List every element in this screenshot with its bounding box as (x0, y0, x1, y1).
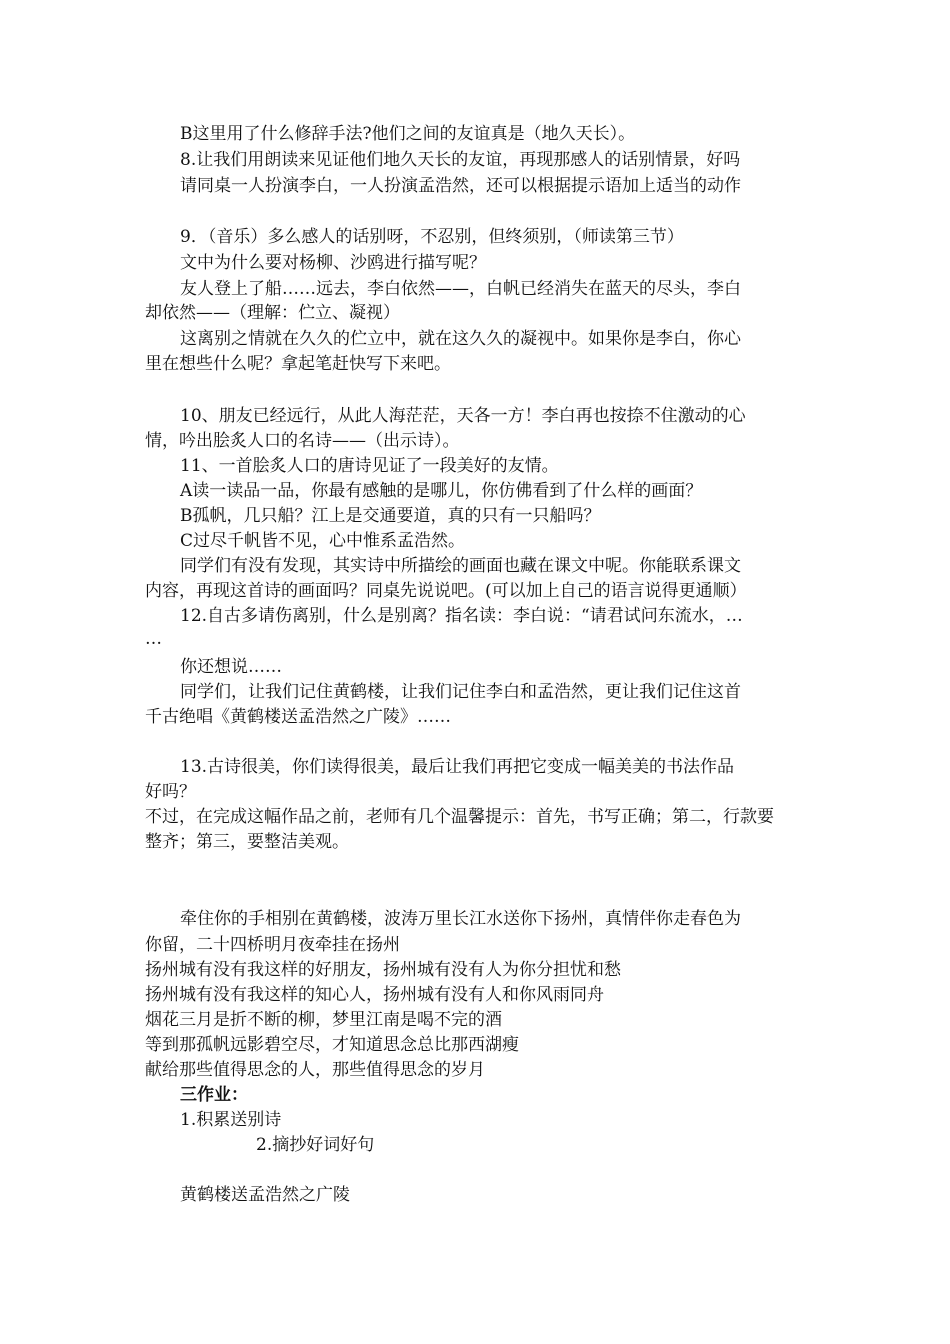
text-line: 你留，二十四桥明月夜牵挂在扬州 (145, 935, 400, 955)
text-line: 9．（音乐）多么感人的话别呀，不忍别，但终须别，（师读第三节） (180, 227, 684, 247)
text-line: 同学们有没有发现，其实诗中所描绘的画面也藏在课文中呢。你能联系课文 (180, 556, 741, 576)
text-line: 2.摘抄好词好句 (256, 1135, 375, 1155)
text-line: 你还想说…… (180, 657, 282, 677)
section-heading: 三作业： (180, 1085, 248, 1105)
text-line: 等到那孤帆远影碧空尽，才知道思念总比那西湖瘦 (145, 1035, 519, 1055)
text-line: 千古绝唱《黄鹤楼送孟浩然之广陵》…… (145, 707, 451, 727)
text-line: 里在想些什么呢？拿起笔赶快写下来吧。 (145, 354, 451, 374)
text-line: 13.古诗很美，你们读得很美，最后让我们再把它变成一幅美美的书法作品 (180, 757, 735, 777)
text-line: 献给那些值得思念的人，那些值得思念的岁月 (145, 1060, 485, 1080)
text-line: 10、朋友已经远行，从此人海茫茫，天各一方！李白再也按捺不住激动的心 (180, 406, 746, 426)
text-line: 烟花三月是折不断的柳，梦里江南是喝不完的酒 (145, 1010, 502, 1030)
text-line: 请同桌一人扮演李白，一人扮演孟浩然，还可以根据提示语加上适当的动作 (180, 176, 741, 196)
text-line: 文中为什么要对杨柳、沙鸥进行描写呢？ (180, 253, 486, 273)
text-line: A读一读品一品，你最有感触的是哪儿，你仿佛看到了什么样的画面？ (180, 481, 703, 501)
text-line: C过尽千帆皆不见，心中惟系孟浩然。 (180, 531, 466, 551)
text-line: 却依然——（理解：伫立、凝视） (145, 303, 400, 323)
text-line: 内容，再现这首诗的画面吗？同桌先说说吧。(可以加上自己的语言说得更通顺） (145, 581, 747, 601)
text-line: 扬州城有没有我这样的知心人，扬州城有没有人和你风雨同舟 (145, 985, 604, 1005)
text-line: 1.积累送别诗 (180, 1110, 282, 1130)
text-line: 这离别之情就在久久的伫立中，就在这久久的凝视中。如果你是李白，你心 (180, 329, 741, 349)
text-line: 好吗？ (145, 782, 196, 802)
text-line: 不过，在完成这幅作品之前，老师有几个温馨提示：首先，书写正确；第二，行款要 (145, 807, 774, 827)
text-line: 牵住你的手相别在黄鹤楼，波涛万里长江水送你下扬州，真情伴你走春色为 (180, 909, 741, 929)
text-line: B这里用了什么修辞手法?他们之间的友谊真是（地久天长）。 (180, 124, 636, 144)
text-line: 整齐；第三，要整洁美观。 (145, 832, 349, 852)
text-line: 8.让我们用朗读来见证他们地久天长的友谊，再现那感人的话别情景，好吗 (180, 150, 741, 170)
text-line: 12.自古多请伤离别，什么是别离？指名读：李白说：“请君试问东流水，… (180, 606, 743, 626)
text-line: 扬州城有没有我这样的好朋友，扬州城有没有人为你分担忧和愁 (145, 960, 621, 980)
text-line: B孤帆，几只船？江上是交通要道，真的只有一只船吗？ (180, 506, 601, 526)
text-line: 情，吟出脍炙人口的名诗——（出示诗）。 (145, 431, 460, 451)
text-line: 同学们，让我们记住黄鹤楼，让我们记住李白和孟浩然，更让我们记住这首 (180, 682, 741, 702)
text-line: 友人登上了船……远去，李白依然——，白帆已经消失在蓝天的尽头，李白 (180, 279, 741, 299)
text-line: … (145, 629, 162, 649)
text-line: 11、一首脍炙人口的唐诗见证了一段美好的友情。 (180, 456, 559, 476)
poem-title: 黄鹤楼送孟浩然之广陵 (180, 1185, 350, 1205)
